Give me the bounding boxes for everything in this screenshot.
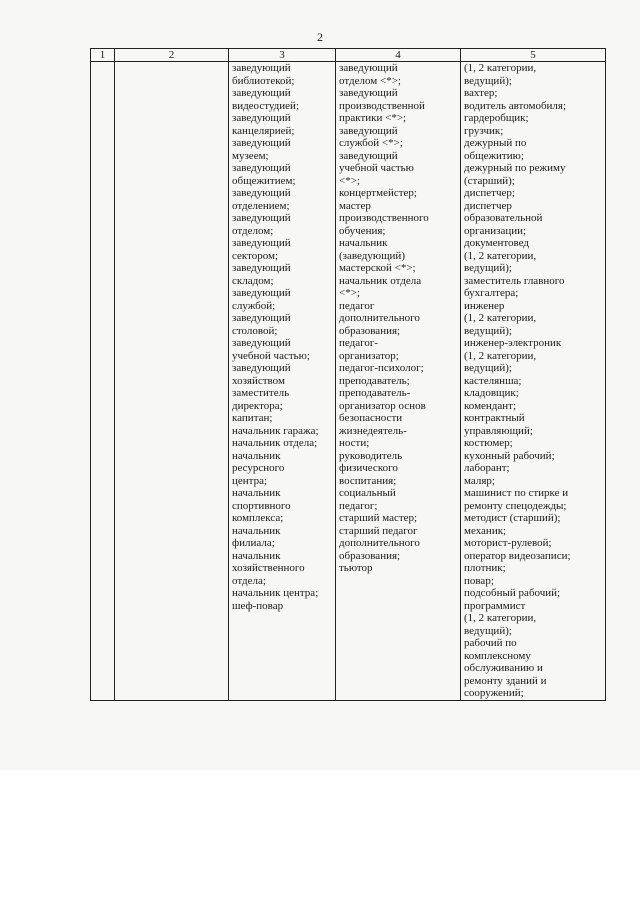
cell-line: заведующий: [232, 337, 291, 349]
cell-line: подсобный рабочий;: [464, 587, 561, 599]
cell-line: педагог: [339, 299, 375, 312]
cell-line: центра;: [232, 474, 268, 487]
cell-line: образовательной: [464, 212, 543, 224]
column-header-5: 5: [461, 49, 606, 62]
cell-line: службой <*>;: [339, 137, 403, 149]
cell-line: заведующий: [232, 87, 291, 99]
cell-line: заместитель главного: [464, 274, 565, 287]
cell-col-5: [461, 62, 606, 701]
cell-line: диспетчер;: [464, 187, 515, 199]
cell-line: бухгалтера;: [464, 287, 519, 299]
cell-line: ведущий);: [464, 324, 512, 337]
positions-table: [90, 48, 606, 701]
cell-line: ремонту зданий и: [464, 674, 547, 687]
cell-line: ности;: [339, 437, 370, 449]
cell-line: заведующий: [232, 137, 291, 149]
cell-line: жизнедеятель-: [339, 424, 407, 437]
cell-line: образования;: [339, 324, 401, 337]
cell-line: заведующий: [339, 124, 398, 137]
cell-line: производственной: [339, 99, 425, 112]
cell-line: моторист-рулевой;: [464, 537, 552, 549]
cell-line: ведущий);: [464, 362, 512, 374]
cell-line: повар;: [464, 574, 494, 587]
cell-col-1: [91, 62, 115, 701]
cell-line: руководитель: [339, 449, 403, 462]
cell-line: заведующий: [232, 287, 291, 299]
header-row: [91, 49, 606, 62]
cell-line: общежитию;: [464, 149, 524, 162]
cell-line: (заведующий): [339, 249, 405, 262]
cell-line: преподаватель;: [339, 374, 410, 387]
cell-line: обслуживанию и: [464, 662, 543, 674]
cell-line: дополнительного: [339, 312, 420, 324]
cell-line: документовед: [464, 237, 529, 249]
cell-line: заместитель: [232, 387, 290, 399]
cell-line: концертмейстер;: [339, 187, 417, 199]
cell-line: дежурный по: [464, 137, 527, 149]
cell-line: комплекса;: [232, 512, 284, 524]
cell-line: заведующий: [232, 262, 291, 274]
cell-line: образования;: [339, 549, 401, 562]
cell-line: начальник отдела;: [232, 437, 318, 449]
cell-line: костюмер;: [464, 437, 513, 449]
cell-line: рабочий по: [464, 637, 517, 649]
cell-line: комплексному: [464, 649, 531, 662]
blank-margin: [0, 770, 640, 905]
cell-line: (1, 2 категории,: [464, 612, 537, 624]
cell-line: филиала;: [232, 537, 275, 549]
cell-line: начальник гаража;: [232, 424, 319, 437]
cell-line: заведующий: [232, 237, 291, 249]
column-header-3: 3: [229, 49, 336, 62]
cell-line: педагог-: [339, 337, 379, 349]
cell-line: заведующий: [232, 187, 291, 199]
cell-line: хозяйственного: [232, 562, 305, 574]
cell-line: начальник: [232, 487, 281, 499]
cell-line: (1, 2 категории,: [464, 312, 537, 324]
cell-line: ведущий);: [464, 262, 512, 274]
cell-line: дополнительного: [339, 537, 420, 549]
cell-line: начальник: [232, 449, 281, 462]
cell-line: начальник: [232, 524, 281, 537]
cell-line: видеостудией;: [232, 99, 299, 112]
cell-line: сектором;: [232, 249, 279, 262]
cell-line: заведующий: [232, 112, 291, 124]
cell-line: заведующий: [339, 87, 398, 99]
cell-line: водитель автомобиля;: [464, 99, 567, 112]
cell-line: <*>;: [339, 287, 360, 299]
cell-line: производственного: [339, 212, 429, 224]
cell-line: педагог;: [339, 499, 378, 512]
cell-line: заведующий: [232, 212, 291, 224]
cell-line: вахтер;: [464, 87, 498, 99]
cell-line: практики <*>;: [339, 112, 407, 124]
cell-line: программист: [464, 599, 526, 612]
cell-line: маляр;: [464, 474, 495, 487]
cell-line: организатор;: [339, 349, 399, 362]
cell-line: шеф-повар: [232, 599, 284, 612]
cell-line: преподаватель-: [339, 387, 411, 399]
cell-line: складом;: [232, 274, 274, 287]
cell-line: лаборант;: [464, 462, 510, 474]
cell-line: кухонный рабочий;: [464, 449, 555, 462]
cell-line: ресурсного: [232, 462, 285, 474]
cell-line: службой;: [232, 299, 276, 312]
cell-line: машинист по стирке и: [464, 487, 569, 499]
cell-line: начальник: [339, 237, 388, 249]
cell-line: (1, 2 категории,: [464, 349, 537, 362]
cell-line: отделом <*>;: [339, 74, 401, 87]
cell-line: социальный: [339, 487, 396, 499]
cell-line: спортивного: [232, 499, 291, 512]
cell-line: заведующий: [232, 362, 291, 374]
cell-line: старший мастер;: [339, 512, 418, 524]
table-row: [91, 62, 606, 701]
cell-col-2: [115, 62, 229, 701]
cell-line: сооружений;: [464, 687, 524, 699]
cell-line: гардеробщик;: [464, 112, 529, 124]
cell-line: начальник: [232, 549, 281, 562]
cell-line: учебной частью;: [232, 349, 310, 362]
cell-line: учебной частью: [339, 162, 414, 174]
cell-col-4: [336, 62, 461, 701]
cell-line: старший педагог: [339, 524, 418, 537]
column-header-4: 4: [336, 49, 461, 62]
cell-line: педагог-психолог;: [339, 362, 424, 374]
cell-line: безопасности: [339, 412, 403, 424]
cell-line: инженер-электроник: [464, 337, 562, 349]
cell-line: диспетчер: [464, 199, 512, 212]
cell-line: заведующий: [339, 62, 398, 74]
cell-line: комендант;: [464, 399, 517, 412]
cell-line: тьютор: [339, 562, 373, 574]
cell-line: отделением;: [232, 199, 290, 212]
cell-line: отделом;: [232, 224, 274, 237]
cell-col-3: [229, 62, 336, 701]
cell-line: плотник;: [464, 562, 506, 574]
cell-line: управляющий;: [464, 424, 533, 437]
cell-line: библиотекой;: [232, 74, 295, 87]
cell-line: дежурный по режиму: [464, 162, 566, 174]
cell-line: хозяйством: [232, 374, 285, 387]
cell-line: <*>;: [339, 174, 360, 187]
cell-line: начальник центра;: [232, 587, 319, 599]
cell-line: кладовщик;: [464, 387, 519, 399]
cell-line: заведующий: [232, 312, 291, 324]
cell-line: грузчик;: [464, 124, 504, 137]
cell-line: общежитием;: [232, 174, 296, 187]
cell-line: заведующий: [232, 162, 291, 174]
cell-line: ведущий);: [464, 624, 512, 637]
cell-line: заведующий: [232, 62, 291, 74]
cell-line: капитан;: [232, 412, 273, 424]
cell-line: столовой;: [232, 324, 278, 337]
cell-line: заведующий: [339, 149, 398, 162]
cell-line: мастер: [339, 199, 371, 212]
page-number: 2: [317, 30, 323, 44]
cell-line: оператор видеозаписи;: [464, 549, 571, 562]
cell-line: директора;: [232, 399, 283, 412]
cell-line: организатор основ: [339, 399, 426, 412]
cell-line: обучения;: [339, 224, 386, 237]
cell-line: инженер: [464, 299, 505, 312]
cell-line: (1, 2 категории,: [464, 249, 537, 262]
cell-line: начальник отдела: [339, 274, 422, 287]
cell-line: методист (старший);: [464, 512, 561, 524]
cell-line: ведущий);: [464, 74, 512, 87]
cell-line: контрактный: [464, 412, 525, 424]
cell-line: физического: [339, 462, 398, 474]
column-header-2: 2: [115, 49, 229, 62]
cell-line: воспитания;: [339, 474, 397, 487]
cell-line: музеем;: [232, 149, 269, 162]
cell-line: канцелярией;: [232, 124, 295, 137]
cell-line: (1, 2 категории,: [464, 62, 537, 74]
cell-line: кастелянша;: [464, 374, 522, 387]
cell-line: организации;: [464, 224, 527, 237]
cell-line: механик;: [464, 524, 507, 537]
cell-line: ремонту спецодежды;: [464, 499, 567, 512]
column-header-1: 1: [91, 49, 115, 62]
cell-line: отдела;: [232, 574, 266, 587]
cell-line: мастерской <*>;: [339, 262, 416, 274]
cell-line: (старший);: [464, 174, 515, 187]
